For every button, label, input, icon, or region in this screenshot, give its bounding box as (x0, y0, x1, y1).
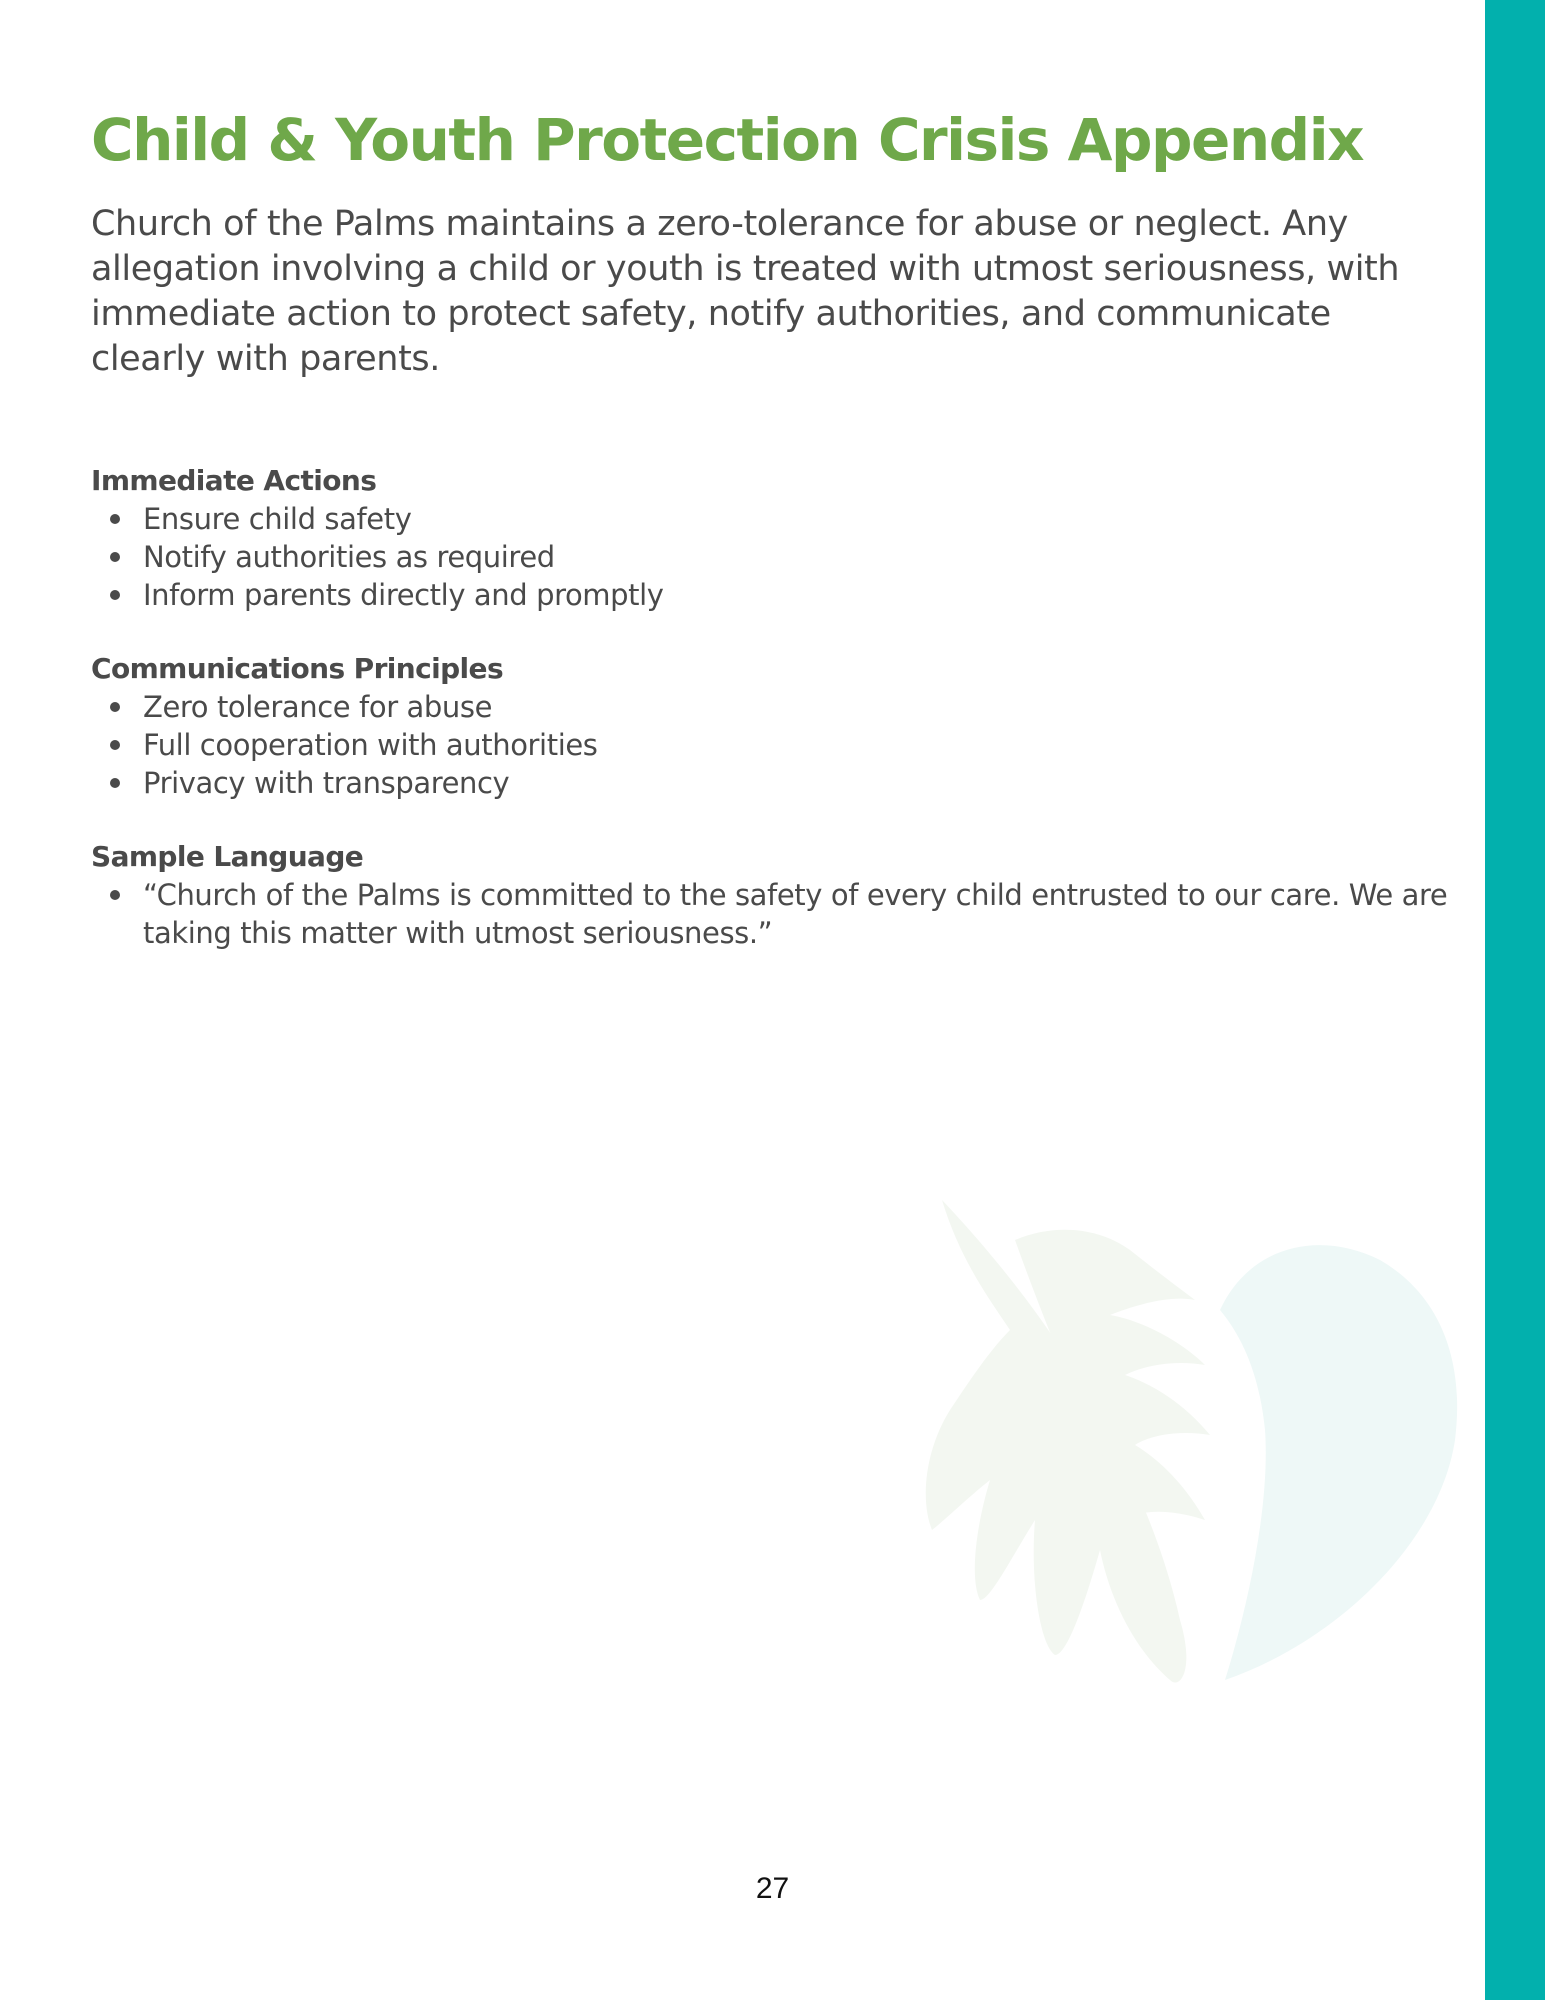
document-content (91, 100, 1461, 952)
list-item (91, 764, 1503, 802)
page-title: Child & Youth Protection Crisis Appendix (91, 106, 1363, 174)
bullet-dot-icon (110, 778, 120, 788)
section-heading: Immediate Actions (91, 464, 377, 497)
side-accent-bar (1485, 0, 1545, 2000)
section-immediate-actions (91, 462, 1461, 614)
section-heading: Communications Principles (91, 652, 504, 685)
list-item (91, 576, 1503, 614)
bullet-dot-icon (110, 702, 120, 712)
intro-paragraph: Church of the Palms maintains a zero-tolerance for abuse or neglect. Any allegation involving a child or youth is treated with utmost seriousness, with immediate action to protect safety, notify authorities, and communicate clearly with parents. (91, 204, 1400, 379)
bullet-dot-icon (110, 514, 120, 524)
bullet-dot-icon (110, 552, 120, 562)
list-item (91, 538, 1503, 576)
bullet-dot-icon (110, 590, 120, 600)
list-item-text: Zero tolerance for abuse (143, 690, 493, 724)
page-number: 27 (755, 1872, 790, 1905)
bullet-list (91, 688, 1461, 802)
list-item (91, 726, 1503, 764)
list-item-text: Full cooperation with authorities (143, 728, 598, 762)
list-item-text: Notify authorities as required (143, 540, 555, 574)
list-item-text: Ensure child safety (143, 502, 412, 536)
list-item (91, 500, 1503, 538)
section-communications-principles (91, 650, 1461, 802)
bullet-dot-icon (110, 740, 120, 750)
heart-shape (1220, 1245, 1457, 1680)
list-item (91, 876, 1503, 952)
bullet-list (91, 876, 1461, 952)
bullet-dot-icon (110, 890, 120, 900)
list-item-text: “Church of the Palms is committed to the safety of every child entrusted to our care. We are taking this matter with utmost seriousness.” (143, 878, 1448, 950)
list-item-text: Privacy with transparency (143, 766, 510, 800)
list-item (91, 688, 1503, 726)
bullet-list (91, 500, 1461, 614)
section-heading: Sample Language (91, 840, 364, 873)
section-sample-language (91, 838, 1461, 952)
palm-leaf-heart-watermark-icon (920, 1200, 1480, 1700)
list-item-text: Inform parents directly and promptly (143, 578, 664, 612)
